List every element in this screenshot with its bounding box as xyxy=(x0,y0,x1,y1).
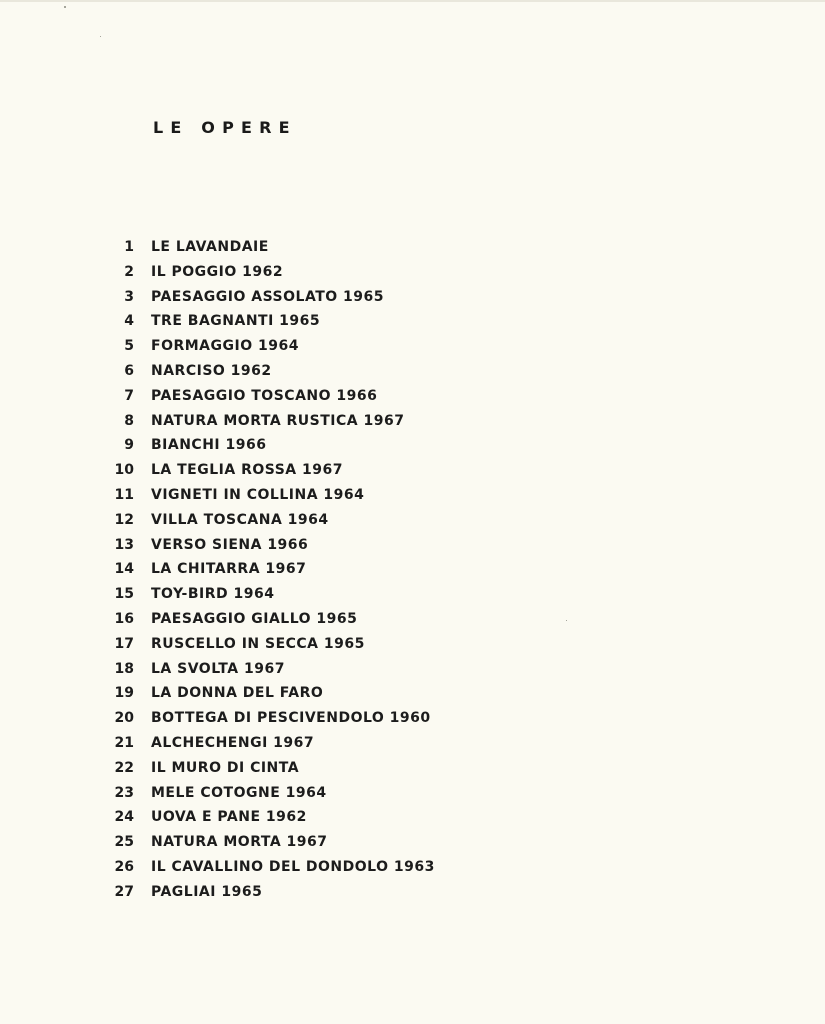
work-title: TOY-BIRD 1964 xyxy=(151,586,275,603)
work-number: 9 xyxy=(124,437,134,454)
paper-speck xyxy=(566,620,567,621)
work-title: IL MURO DI CINTA xyxy=(151,759,300,776)
work-title: VIGNETI IN COLLINA 1964 xyxy=(151,486,365,503)
work-title: IL CAVALLINO DEL DONDOLO 1963 xyxy=(151,858,435,875)
work-title: NATURA MORTA RUSTICA 1967 xyxy=(151,412,405,429)
work-number: 19 xyxy=(114,685,134,702)
work-title: NATURA MORTA 1967 xyxy=(151,834,328,851)
work-item xyxy=(108,731,435,756)
work-item xyxy=(108,557,435,582)
work-number: 18 xyxy=(114,660,134,677)
work-title: ALCHECHENGI 1967 xyxy=(151,734,315,751)
work-title: BIANCHI 1966 xyxy=(151,437,267,454)
work-title: LE LAVANDAIE xyxy=(151,239,269,255)
work-number: 1 xyxy=(124,239,134,255)
work-number: 25 xyxy=(114,834,134,851)
paper-speck xyxy=(100,36,101,37)
work-title: LA CHITARRA 1967 xyxy=(151,561,307,578)
work-item xyxy=(108,880,435,905)
work-title: IL POGGIO 1962 xyxy=(151,263,284,280)
work-number: 5 xyxy=(124,338,134,355)
work-number: 21 xyxy=(114,734,134,751)
work-title: MELE COTOGNE 1964 xyxy=(151,784,327,801)
work-item xyxy=(108,334,435,359)
work-number: 12 xyxy=(114,511,134,528)
work-title: PAESAGGIO TOSCANO 1966 xyxy=(151,387,378,404)
work-number: 17 xyxy=(114,635,134,652)
work-number: 24 xyxy=(114,809,134,826)
work-number: 3 xyxy=(124,288,134,305)
page-title: LE OPERE xyxy=(153,118,297,137)
work-number: 11 xyxy=(114,486,134,503)
work-item xyxy=(108,781,435,806)
work-item xyxy=(108,681,435,706)
work-item xyxy=(108,409,435,434)
work-item xyxy=(108,582,435,607)
work-title: PAESAGGIO GIALLO 1965 xyxy=(151,610,358,627)
work-item xyxy=(108,607,435,632)
work-number: 6 xyxy=(124,362,134,379)
work-item xyxy=(108,508,435,533)
work-number: 23 xyxy=(114,784,134,801)
work-number: 8 xyxy=(124,412,134,429)
work-number: 4 xyxy=(124,313,134,330)
work-title: LA TEGLIA ROSSA 1967 xyxy=(151,462,343,479)
work-title: PAESAGGIO ASSOLATO 1965 xyxy=(151,288,384,305)
work-title: LA DONNA DEL FARO xyxy=(151,685,324,702)
work-title: NARCISO 1962 xyxy=(151,362,272,379)
work-number: 22 xyxy=(114,759,134,776)
work-number: 26 xyxy=(114,858,134,875)
work-number: 20 xyxy=(114,710,134,727)
work-title: TRE BAGNANTI 1965 xyxy=(151,313,321,330)
work-number: 10 xyxy=(114,462,134,479)
work-item xyxy=(108,483,435,508)
work-item xyxy=(108,830,435,855)
work-item xyxy=(108,384,435,409)
work-number: 7 xyxy=(124,387,134,404)
work-number: 14 xyxy=(114,561,134,578)
work-item xyxy=(108,855,435,880)
work-item xyxy=(108,285,435,310)
work-item xyxy=(108,433,435,458)
work-number: 13 xyxy=(114,536,134,553)
work-item xyxy=(108,706,435,731)
work-item xyxy=(108,533,435,558)
work-item xyxy=(108,359,435,384)
work-item xyxy=(108,260,435,285)
work-title: VERSO SIENA 1966 xyxy=(151,536,309,553)
work-item xyxy=(108,458,435,483)
work-item xyxy=(108,657,435,682)
work-number: 27 xyxy=(114,883,134,900)
work-item xyxy=(108,805,435,830)
work-number: 16 xyxy=(114,610,134,627)
work-title: LA SVOLTA 1967 xyxy=(151,660,285,677)
work-title: VILLA TOSCANA 1964 xyxy=(151,511,329,528)
work-title: UOVA E PANE 1962 xyxy=(151,809,307,826)
work-item xyxy=(108,632,435,657)
work-title: RUSCELLO IN SECCA 1965 xyxy=(151,635,365,652)
work-title: PAGLIAI 1965 xyxy=(151,883,263,900)
work-number: 2 xyxy=(124,263,134,280)
work-item xyxy=(108,309,435,334)
work-item xyxy=(108,756,435,781)
work-title: FORMAGGIO 1964 xyxy=(151,338,299,355)
works-list xyxy=(108,235,435,905)
work-number: 15 xyxy=(114,586,134,603)
work-item xyxy=(108,235,435,260)
work-title: BOTTEGA DI PESCIVENDOLO 1960 xyxy=(151,710,431,727)
paper-speck xyxy=(64,6,66,8)
